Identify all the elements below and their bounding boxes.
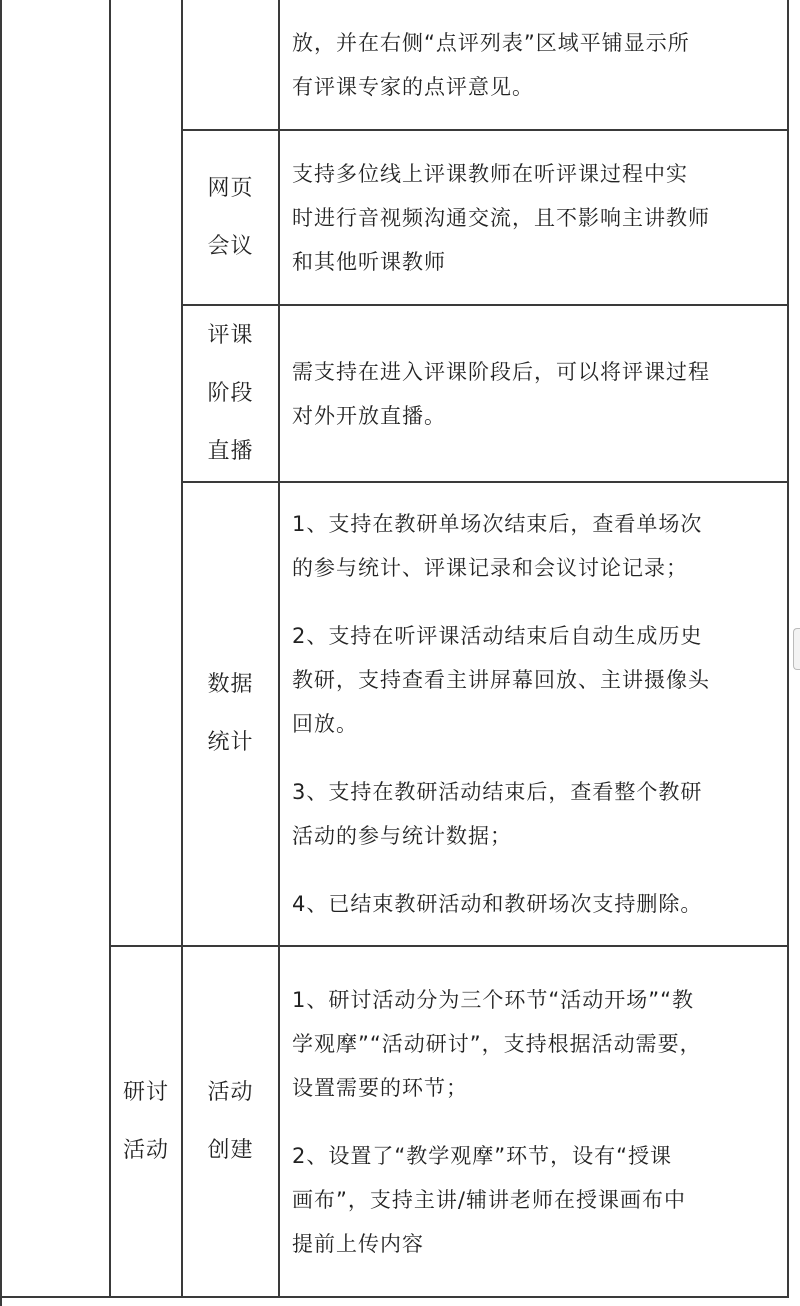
paragraph bbox=[292, 614, 783, 746]
text-line: 回放。 bbox=[292, 712, 358, 736]
table-border-right bbox=[787, 0, 789, 1298]
label-line: 评课 bbox=[207, 322, 254, 348]
paragraph bbox=[292, 1134, 783, 1266]
text-line: 教研，支持查看主讲屏幕回放、主讲摄像头 bbox=[292, 668, 710, 692]
text-line: 需支持在进入评课阶段后，可以将评课过程 bbox=[292, 359, 710, 384]
review-live-description bbox=[280, 306, 787, 481]
review-live-label bbox=[183, 306, 278, 481]
text-line: 有评课专家的点评意见。 bbox=[292, 74, 534, 99]
label-line: 统计 bbox=[207, 730, 254, 755]
activity-create-label bbox=[183, 947, 278, 1296]
text-line: 的参与统计、评课记录和会议讨论记录； bbox=[292, 556, 688, 580]
seminar-activity-category bbox=[111, 947, 181, 1296]
table-border-left bbox=[0, 0, 2, 1306]
text-line: 学观摩”“活动研讨”，支持根据活动需要， bbox=[292, 1031, 702, 1056]
paragraph bbox=[292, 502, 783, 590]
continuation-description bbox=[280, 0, 787, 129]
web-meeting-description bbox=[280, 131, 787, 304]
label-line: 直播 bbox=[207, 438, 254, 464]
text-line: 活动的参与统计数据； bbox=[292, 824, 512, 848]
activity-create-description bbox=[280, 947, 787, 1296]
web-meeting-label bbox=[183, 131, 278, 304]
table-border-bottom bbox=[0, 1296, 789, 1298]
text-line: 时进行音视频沟通交流，且不影响主讲教师 bbox=[292, 205, 710, 230]
text-line: 4、已结束教研活动和教研场次支持删除。 bbox=[292, 892, 703, 916]
text-line: 2、支持在听评课活动结束后自动生成历史 bbox=[292, 624, 703, 648]
label-line: 活动 bbox=[122, 1137, 169, 1163]
text-line: 1、研讨活动分为三个环节“活动开场”“教 bbox=[292, 987, 694, 1012]
text-line: 放，并在右侧“点评列表”区域平铺显示所 bbox=[292, 30, 690, 55]
text-line: 3、支持在教研活动结束后，查看整个教研 bbox=[292, 780, 703, 804]
label-line: 活动 bbox=[207, 1079, 254, 1105]
text-line: 对外开放直播。 bbox=[292, 403, 446, 428]
text-line: 支持多位线上评课教师在听评课过程中实 bbox=[292, 161, 688, 186]
text-line: 提前上传内容 bbox=[292, 1231, 424, 1256]
paragraph bbox=[292, 978, 783, 1110]
text-line: 和其他听课教师 bbox=[292, 249, 446, 274]
scrollbar-tab[interactable] bbox=[793, 628, 800, 670]
label-line: 数据 bbox=[207, 672, 254, 697]
paragraph bbox=[292, 882, 783, 926]
text-line: 2、设置了“教学观摩”环节，设有“授课 bbox=[292, 1143, 672, 1168]
label-line: 网页 bbox=[207, 175, 254, 201]
label-line: 阶段 bbox=[207, 380, 254, 406]
label-line: 研讨 bbox=[122, 1079, 169, 1105]
data-stats-label bbox=[183, 483, 278, 945]
label-line: 会议 bbox=[207, 233, 254, 259]
text-line: 1、支持在教研单场次结束后，查看单场次 bbox=[292, 512, 703, 536]
label-line: 创建 bbox=[207, 1137, 254, 1163]
paragraph bbox=[292, 770, 783, 858]
data-stats-description bbox=[280, 483, 787, 945]
text-line: 设置需要的环节； bbox=[292, 1075, 468, 1100]
text-line: 画布”，支持主讲/辅讲老师在授课画布中 bbox=[292, 1187, 686, 1212]
